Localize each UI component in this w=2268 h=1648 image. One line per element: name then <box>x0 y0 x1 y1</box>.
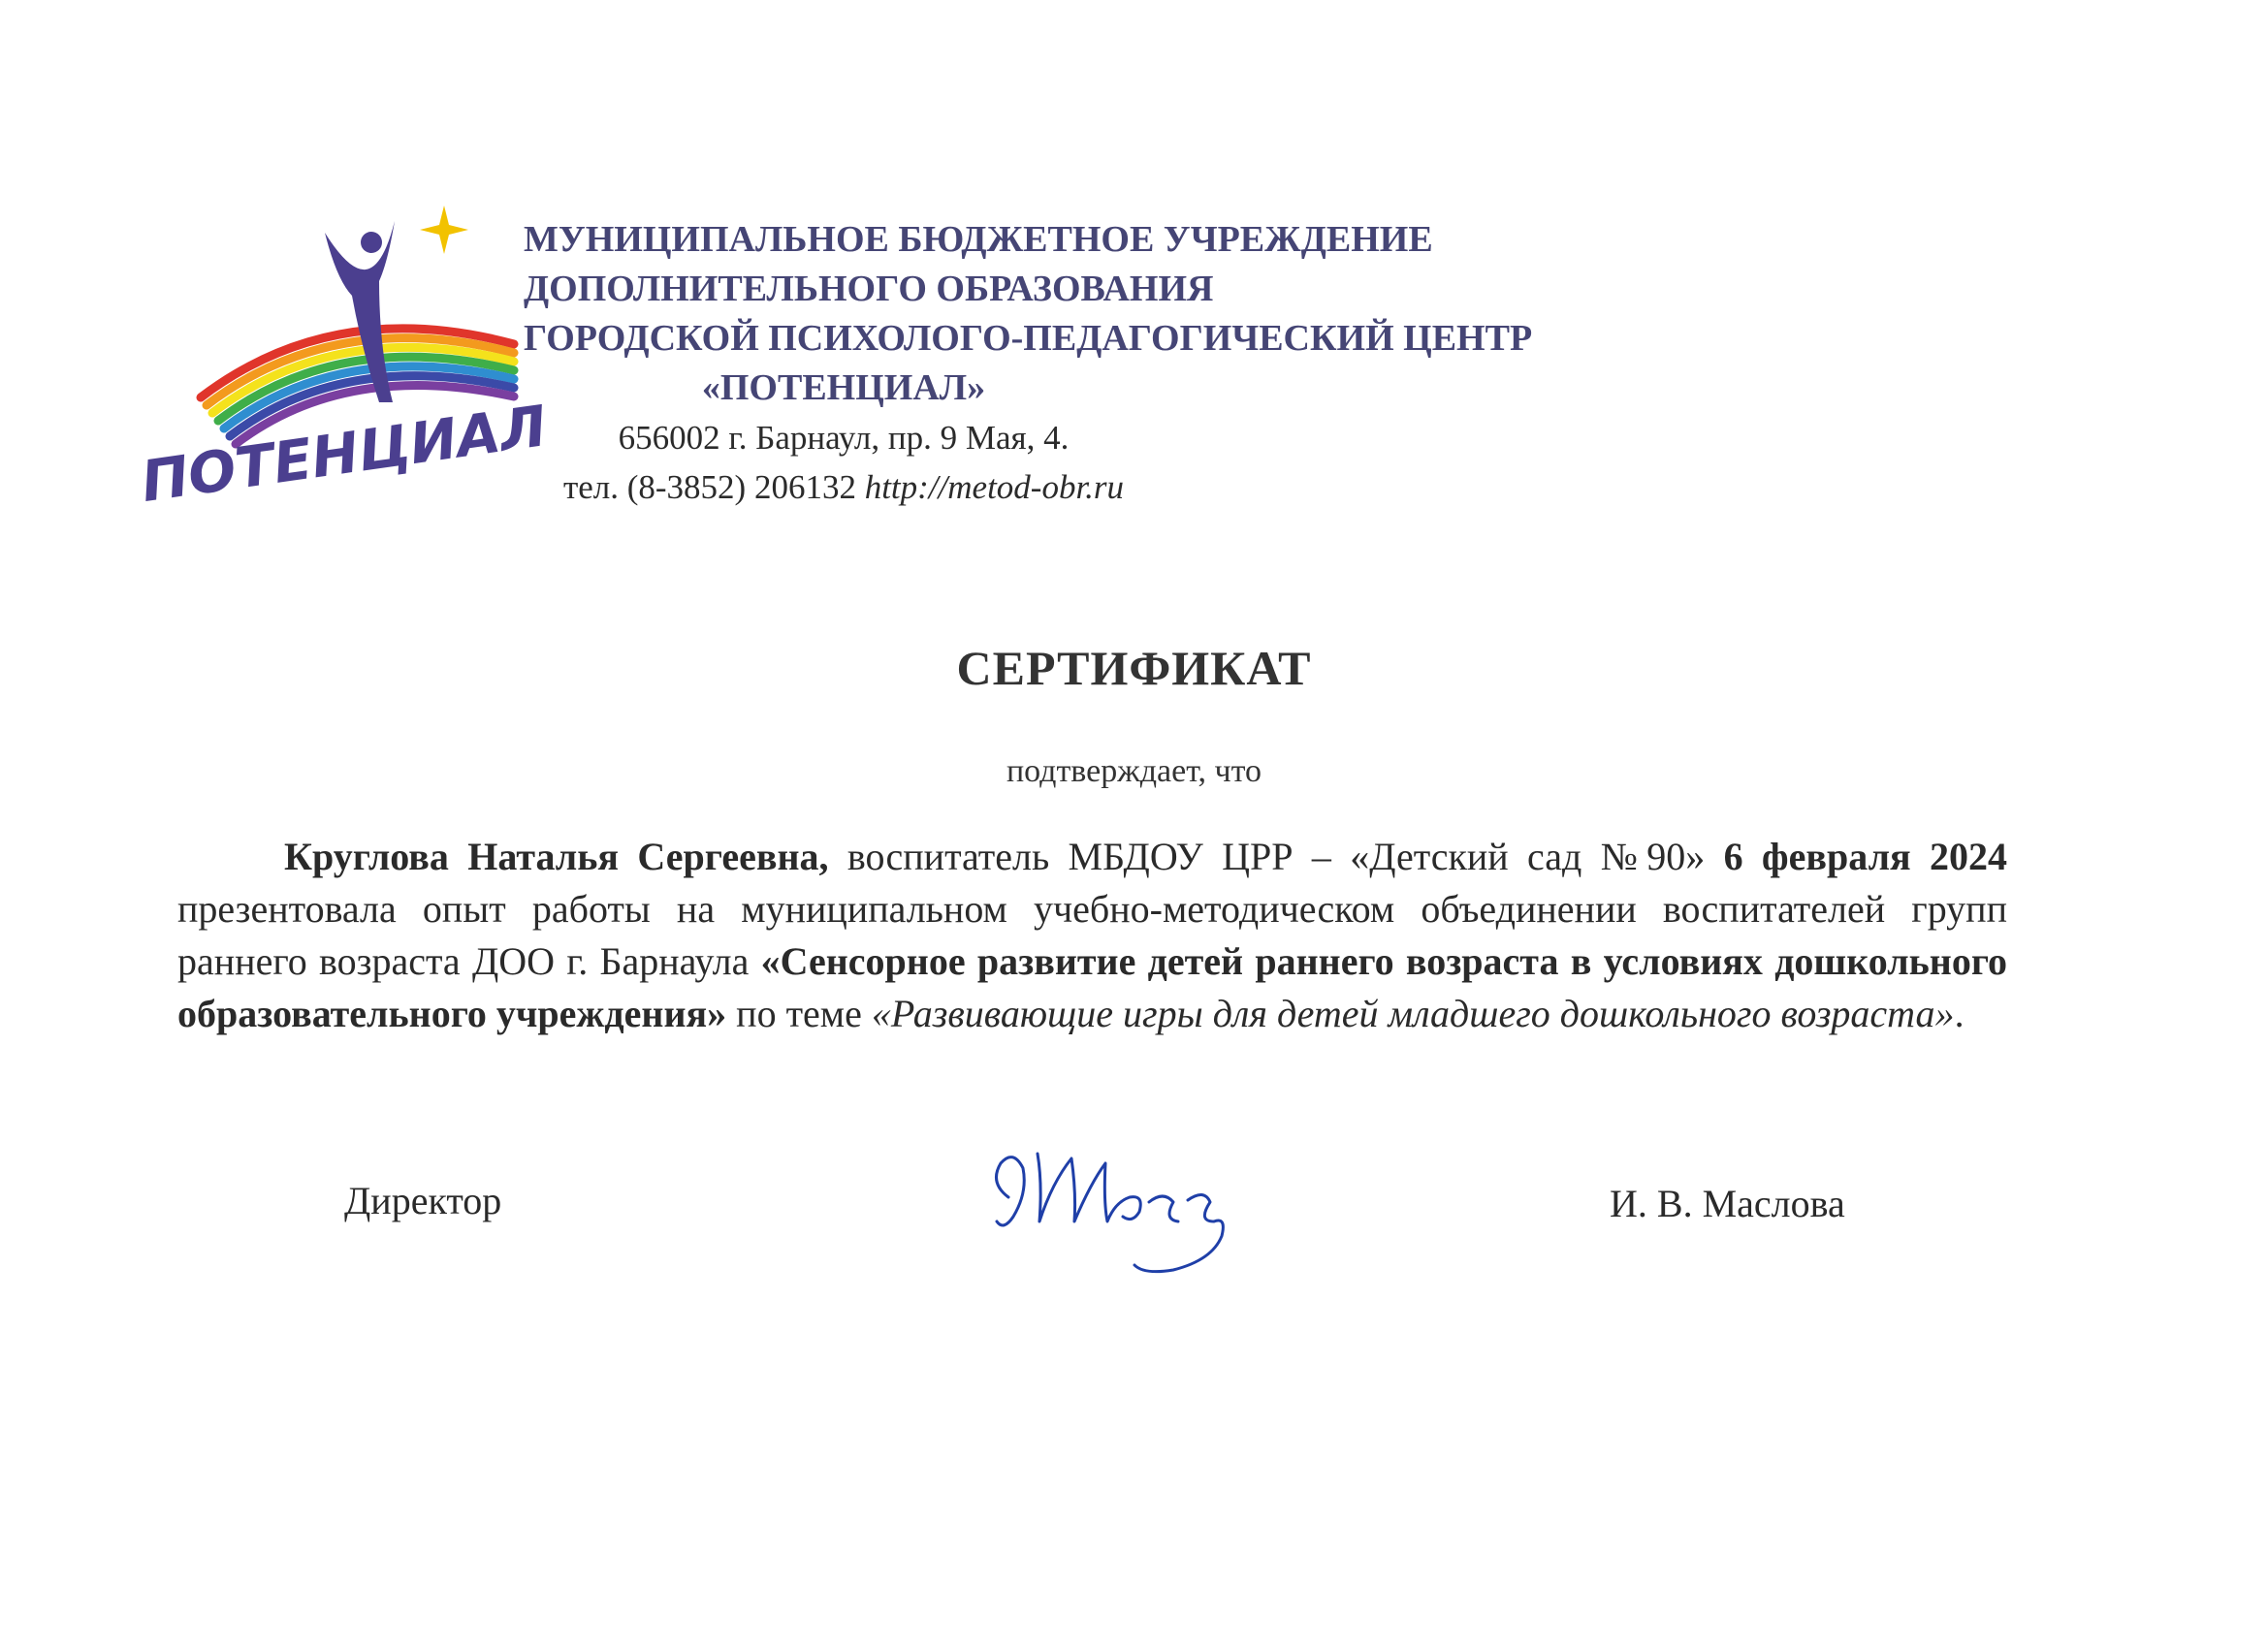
org-line-2: ДОПОЛНИТЕЛЬНОГО ОБРАЗОВАНИЯ <box>524 269 1214 309</box>
website-link[interactable]: http://metod-obr.ru <box>864 468 1125 506</box>
signer-position: Директор <box>344 1179 502 1222</box>
contacts <box>524 462 1164 512</box>
rainbow-figure-star-icon <box>137 204 551 515</box>
signer-name: И. В. Маслова <box>1610 1182 1845 1225</box>
handwritten-signature <box>979 1125 1241 1280</box>
recipient-name: Круглова Наталья Сергеевна, <box>284 835 829 878</box>
potencial-logo <box>137 204 551 515</box>
org-line-1: МУНИЦИПАЛЬНОЕ БЮДЖЕТНОЕ УЧРЕЖДЕНИЕ <box>524 219 1433 260</box>
certificate-title: СЕРТИФИКАТ <box>956 641 1312 695</box>
logo-text: ПОТЕНЦИАЛ <box>137 393 551 515</box>
presentation-topic: «Развивающие игры для детей младшего дошкольного возраста» <box>871 992 1955 1035</box>
organization-header <box>524 215 1533 512</box>
address: 656002 г. Барнаул, пр. 9 Мая, 4. <box>618 419 1070 457</box>
event-date: 6 февраля 2024 <box>1723 835 2007 878</box>
body-text-1: презентовала опыт работы на муниципальном учебно-методическом объединении воспитателей групп раннего возраста ДОО г. Барнаула <box>177 887 2007 983</box>
phone: тел. (8-3852) 206132 <box>562 468 856 506</box>
event-title: «Сенсорное развитие детей раннего возраста в условиях дошкольного образовательного учреждения» <box>177 939 2007 1035</box>
body-text-end: . <box>1954 992 1965 1035</box>
body-text-2: по теме <box>726 992 872 1035</box>
org-line-3: ГОРОДСКОЙ ПСИХОЛОГО-ПЕДАГОГИЧЕСКИЙ ЦЕНТР <box>524 318 1533 359</box>
org-line-4: «ПОТЕНЦИАЛ» <box>701 367 986 408</box>
certificate-body <box>177 831 2007 1040</box>
recipient-role: воспитатель МБДОУ ЦРР – «Детский сад №90» <box>828 835 1706 878</box>
certificate-subtitle: подтверждает, что <box>1006 753 1262 789</box>
